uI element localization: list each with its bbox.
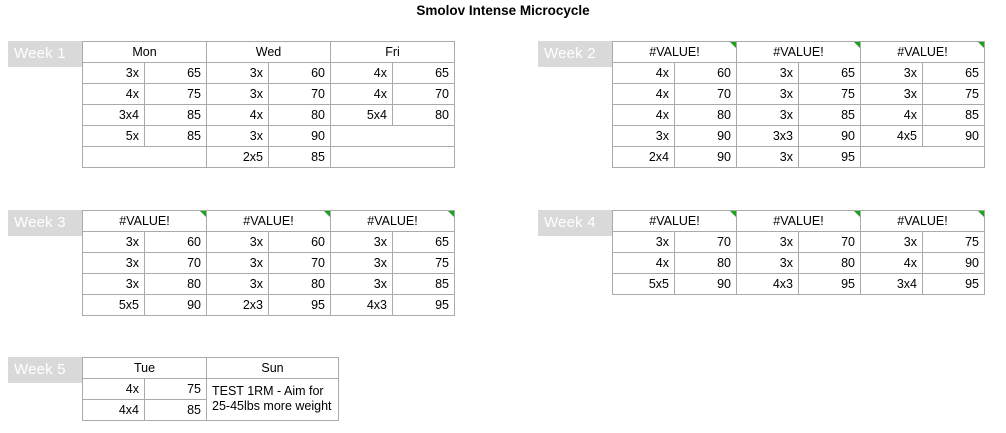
error-flag-icon xyxy=(854,42,860,48)
cell-reps[interactable]: 4x xyxy=(861,105,923,126)
cell-reps[interactable]: 3x xyxy=(331,253,393,274)
cell-weight[interactable]: 60 xyxy=(269,232,331,253)
cell-weight[interactable]: 85 xyxy=(145,105,207,126)
cell-reps[interactable]: 3x xyxy=(737,84,799,105)
cell-empty xyxy=(331,126,455,147)
cell-weight[interactable]: 70 xyxy=(675,84,737,105)
day-header-label: #VALUE! xyxy=(243,213,294,228)
page-title: Smolov Intense Microcycle xyxy=(416,3,590,18)
week-table-5 xyxy=(82,357,339,421)
week-table-1 xyxy=(82,41,455,168)
table-row xyxy=(613,147,985,168)
cell-weight[interactable]: 85 xyxy=(145,126,207,147)
cell-note[interactable]: TEST 1RM - Aim for 25-45lbs more weight xyxy=(207,379,339,421)
cell-reps[interactable]: 4x3 xyxy=(737,274,799,295)
week-table-3 xyxy=(82,210,455,316)
cell-reps[interactable]: 3x xyxy=(83,253,145,274)
day-header[interactable]: Tue xyxy=(83,358,207,379)
cell-reps[interactable]: 3x xyxy=(207,126,269,147)
table-row xyxy=(83,147,455,168)
cell-reps[interactable]: 5x5 xyxy=(83,295,145,316)
week-block-4 xyxy=(538,210,985,295)
cell-weight[interactable]: 80 xyxy=(675,253,737,274)
cell-weight[interactable]: 75 xyxy=(393,253,455,274)
cell-weight[interactable]: 95 xyxy=(393,295,455,316)
cell-reps[interactable]: 3x xyxy=(207,84,269,105)
day-header-label: #VALUE! xyxy=(119,213,170,228)
cell-weight[interactable]: 95 xyxy=(923,274,985,295)
cell-weight[interactable]: 85 xyxy=(923,105,985,126)
cell-reps[interactable]: 3x xyxy=(737,253,799,274)
day-header-error[interactable] xyxy=(83,211,207,232)
day-header-error[interactable] xyxy=(613,42,737,63)
cell-weight[interactable]: 75 xyxy=(799,84,861,105)
cell-reps[interactable]: 3x xyxy=(207,253,269,274)
day-header-label: #VALUE! xyxy=(897,44,948,59)
week-label-2: Week 2 xyxy=(538,41,612,67)
cell-weight[interactable]: 90 xyxy=(269,126,331,147)
cell-weight[interactable]: 75 xyxy=(923,232,985,253)
table-row xyxy=(83,379,339,400)
table-row xyxy=(613,274,985,295)
error-flag-icon xyxy=(200,211,206,217)
cell-reps[interactable]: 3x4 xyxy=(861,274,923,295)
cell-reps[interactable]: 3x xyxy=(331,232,393,253)
table-header-row xyxy=(613,211,985,232)
cell-reps[interactable]: 3x xyxy=(207,63,269,84)
error-flag-icon xyxy=(730,211,736,217)
table-row xyxy=(83,274,455,295)
error-flag-icon xyxy=(730,42,736,48)
day-header-label: #VALUE! xyxy=(897,213,948,228)
table-row xyxy=(613,126,985,147)
table-row xyxy=(83,232,455,253)
cell-weight[interactable]: 90 xyxy=(675,147,737,168)
cell-reps[interactable]: 4x4 xyxy=(83,400,145,421)
cell-reps[interactable]: 3x xyxy=(861,232,923,253)
cell-weight[interactable]: 80 xyxy=(393,105,455,126)
cell-reps[interactable]: 5x5 xyxy=(613,274,675,295)
cell-weight[interactable]: 80 xyxy=(269,274,331,295)
cell-reps[interactable]: 3x xyxy=(83,274,145,295)
week-table-2 xyxy=(612,41,985,168)
cell-weight[interactable]: 85 xyxy=(799,105,861,126)
table-row xyxy=(613,253,985,274)
cell-reps[interactable]: 3x3 xyxy=(737,126,799,147)
cell-reps[interactable]: 4x xyxy=(613,253,675,274)
cell-reps[interactable]: 4x3 xyxy=(331,295,393,316)
week-label-3: Week 3 xyxy=(8,210,82,236)
table-row xyxy=(83,105,455,126)
cell-reps[interactable]: 4x xyxy=(613,105,675,126)
cell-weight[interactable]: 95 xyxy=(799,274,861,295)
day-header-error[interactable] xyxy=(207,211,331,232)
cell-reps[interactable]: 3x xyxy=(861,63,923,84)
table-header-row xyxy=(83,42,455,63)
cell-weight[interactable]: 65 xyxy=(393,232,455,253)
table-row xyxy=(83,126,455,147)
cell-weight[interactable]: 70 xyxy=(269,84,331,105)
table-header-row xyxy=(613,42,985,63)
week-block-2 xyxy=(538,41,985,168)
week-label-1: Week 1 xyxy=(8,41,82,67)
cell-weight[interactable]: 80 xyxy=(269,105,331,126)
cell-weight[interactable]: 70 xyxy=(269,253,331,274)
cell-weight[interactable]: 85 xyxy=(145,400,207,421)
cell-weight[interactable]: 70 xyxy=(799,232,861,253)
cell-reps[interactable]: 3x xyxy=(207,232,269,253)
table-header-row xyxy=(83,358,339,379)
cell-weight[interactable]: 90 xyxy=(799,126,861,147)
cell-empty xyxy=(331,147,455,168)
cell-reps[interactable]: 4x xyxy=(207,105,269,126)
table-row xyxy=(83,253,455,274)
cell-reps[interactable]: 3x xyxy=(83,232,145,253)
day-header[interactable]: Sun xyxy=(207,358,339,379)
week-block-1 xyxy=(8,41,455,168)
week-label-4: Week 4 xyxy=(538,210,612,236)
week-block-5 xyxy=(8,357,339,421)
cell-reps[interactable]: 3x xyxy=(737,147,799,168)
day-header-error[interactable] xyxy=(331,211,455,232)
cell-weight[interactable]: 70 xyxy=(675,232,737,253)
table-row xyxy=(613,84,985,105)
day-header[interactable]: Wed xyxy=(207,42,331,63)
error-flag-icon xyxy=(978,211,984,217)
cell-reps[interactable]: 3x xyxy=(207,274,269,295)
day-header-error[interactable] xyxy=(737,42,861,63)
cell-reps[interactable]: 2x4 xyxy=(613,147,675,168)
cell-weight[interactable]: 75 xyxy=(923,84,985,105)
cell-reps[interactable]: 3x4 xyxy=(83,105,145,126)
week-block-3 xyxy=(8,210,455,316)
cell-weight[interactable]: 85 xyxy=(269,147,331,168)
cell-weight[interactable]: 70 xyxy=(393,84,455,105)
cell-weight[interactable]: 95 xyxy=(269,295,331,316)
cell-reps[interactable]: 4x xyxy=(83,84,145,105)
day-header-label: #VALUE! xyxy=(773,44,824,59)
cell-reps[interactable]: 5x xyxy=(83,126,145,147)
cell-weight[interactable]: 90 xyxy=(675,126,737,147)
cell-empty xyxy=(83,147,207,168)
cell-empty xyxy=(861,147,985,168)
cell-weight[interactable]: 80 xyxy=(145,274,207,295)
day-header-error[interactable] xyxy=(861,211,985,232)
cell-reps[interactable]: 4x xyxy=(331,63,393,84)
cell-weight[interactable]: 90 xyxy=(923,126,985,147)
day-header-error[interactable] xyxy=(861,42,985,63)
table-row xyxy=(83,63,455,84)
cell-reps[interactable]: 4x xyxy=(861,253,923,274)
cell-reps[interactable]: 5x4 xyxy=(331,105,393,126)
day-header-label: #VALUE! xyxy=(367,213,418,228)
table-row xyxy=(613,232,985,253)
cell-weight[interactable]: 85 xyxy=(393,274,455,295)
day-header-label: #VALUE! xyxy=(649,213,700,228)
cell-weight[interactable]: 95 xyxy=(799,147,861,168)
day-header-label: #VALUE! xyxy=(773,213,824,228)
cell-reps[interactable]: 3x xyxy=(737,63,799,84)
day-header-label: #VALUE! xyxy=(649,44,700,59)
cell-reps[interactable]: 3x xyxy=(613,232,675,253)
cell-reps[interactable]: 3x xyxy=(331,274,393,295)
cell-reps[interactable]: 3x xyxy=(737,232,799,253)
cell-reps[interactable]: 3x xyxy=(861,84,923,105)
cell-weight[interactable]: 90 xyxy=(923,253,985,274)
day-header[interactable]: Fri xyxy=(331,42,455,63)
cell-weight[interactable]: 80 xyxy=(675,105,737,126)
week-label-5: Week 5 xyxy=(8,357,82,383)
cell-reps[interactable]: 3x xyxy=(737,105,799,126)
cell-weight[interactable]: 65 xyxy=(393,63,455,84)
cell-weight[interactable]: 60 xyxy=(145,232,207,253)
table-row xyxy=(83,84,455,105)
week-table-4 xyxy=(612,210,985,295)
cell-reps[interactable]: 4x xyxy=(83,379,145,400)
table-row xyxy=(83,295,455,316)
day-header-error[interactable] xyxy=(737,211,861,232)
cell-reps[interactable]: 2x3 xyxy=(207,295,269,316)
cell-reps[interactable]: 2x5 xyxy=(207,147,269,168)
cell-reps[interactable]: 4x xyxy=(331,84,393,105)
cell-weight[interactable]: 70 xyxy=(145,253,207,274)
error-flag-icon xyxy=(324,211,330,217)
cell-weight[interactable]: 60 xyxy=(675,63,737,84)
day-header-error[interactable] xyxy=(613,211,737,232)
cell-weight[interactable]: 65 xyxy=(145,63,207,84)
cell-reps[interactable]: 3x xyxy=(83,63,145,84)
day-header[interactable]: Mon xyxy=(83,42,207,63)
cell-weight[interactable]: 75 xyxy=(145,379,207,400)
table-header-row xyxy=(83,211,455,232)
cell-weight[interactable]: 75 xyxy=(145,84,207,105)
cell-reps[interactable]: 4x5 xyxy=(861,126,923,147)
table-row xyxy=(613,105,985,126)
cell-weight[interactable]: 65 xyxy=(799,63,861,84)
cell-weight[interactable]: 90 xyxy=(675,274,737,295)
cell-reps[interactable]: 3x xyxy=(613,126,675,147)
cell-reps[interactable]: 4x xyxy=(613,63,675,84)
table-row xyxy=(613,63,985,84)
error-flag-icon xyxy=(854,211,860,217)
cell-weight[interactable]: 60 xyxy=(269,63,331,84)
cell-reps[interactable]: 4x xyxy=(613,84,675,105)
error-flag-icon xyxy=(448,211,454,217)
cell-weight[interactable]: 90 xyxy=(145,295,207,316)
cell-weight[interactable]: 65 xyxy=(923,63,985,84)
error-flag-icon xyxy=(978,42,984,48)
cell-weight[interactable]: 80 xyxy=(799,253,861,274)
